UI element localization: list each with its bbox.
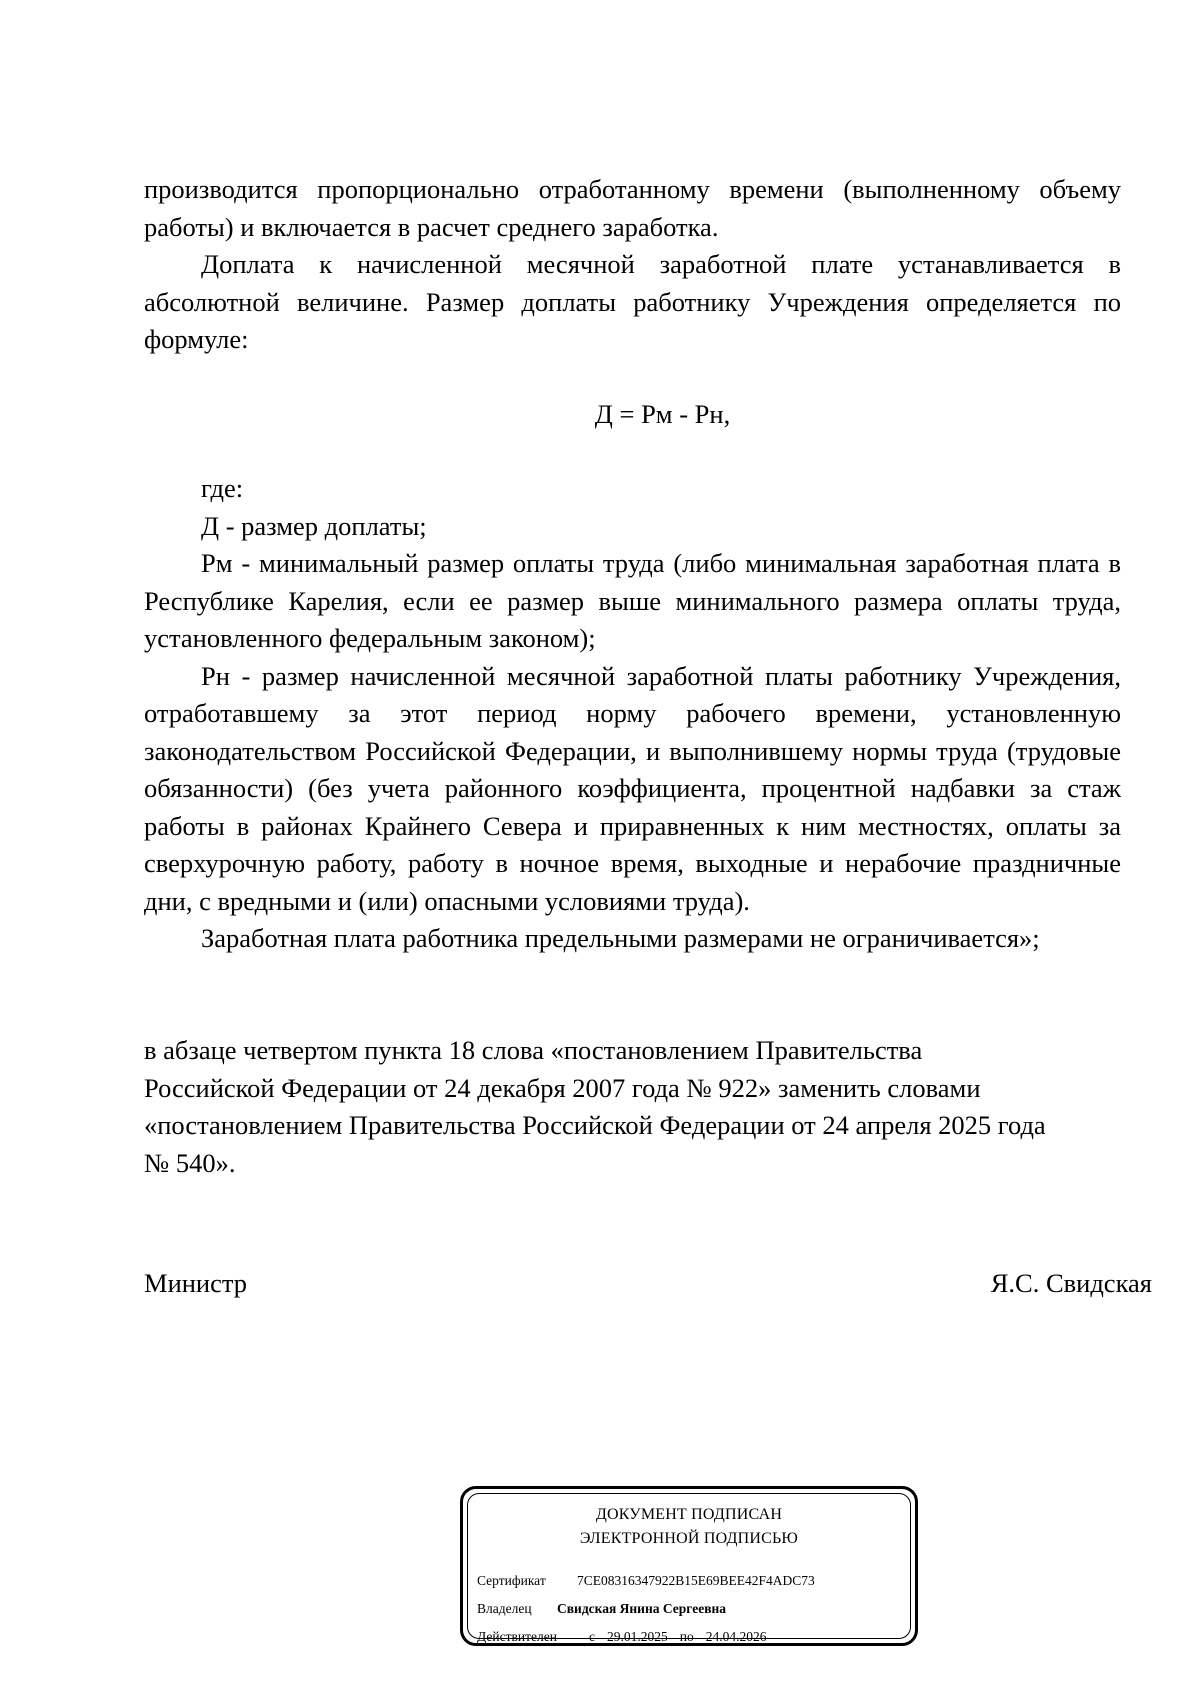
e-signature-stamp	[460, 1486, 918, 1646]
signature-block	[144, 1265, 1152, 1303]
certificate-label: Сертификат	[477, 1573, 546, 1588]
stamp-owner-row	[477, 1600, 726, 1618]
definition-d: Д - размер доплаты;	[201, 510, 427, 541]
valid-from-date: 29.01.2025	[607, 1629, 668, 1644]
stamp-title	[463, 1503, 915, 1551]
valid-from-prefix: с	[589, 1629, 595, 1644]
certificate-value: 7CE08316347922B15E69BEE42F4ADC73	[577, 1573, 815, 1588]
signatory-position: Министр	[144, 1268, 248, 1298]
formula: Д = Рм - Рн,	[594, 398, 731, 429]
stamp-title-line: ДОКУМЕНТ ПОДПИСАН	[595, 1506, 783, 1523]
stamp-title-line: ЭЛЕКТРОННОЙ ПОДПИСЬЮ	[579, 1530, 799, 1547]
paragraph-surcharge: Доплата к начисленной месячной заработной плате устанавливается в абсолютной величине. Размер доплаты работнику Учреждения определяется по формуле:	[144, 249, 1121, 354]
definition-rn: Рн - размер начисленной месячной заработной платы работнику Учреждения, отработавшему за этот период норму рабочего времени, установленную законодательством Российской Федерации, и выполнившему нормы труда (трудовые обязанности) (без учета районного коэффициента, процентной надбавки за стаж работы в районах Крайнего Севера и приравненных к ним местностях, оплаты за сверхурочную работу, работу в ночное время, выходные и нерабочие праздничные дни, с вредными и (или) опасными условиями труда).	[144, 660, 1121, 916]
stamp-validity-row	[477, 1628, 766, 1646]
amendment-line: в абзаце четвертом пункта 18 слова «постановлением Правительства	[144, 1035, 923, 1065]
stamp-certificate-row	[477, 1572, 815, 1590]
owner-label: Владелец	[477, 1601, 532, 1616]
definition-where: где:	[201, 473, 244, 503]
amendment-line: № 540».	[144, 1147, 236, 1178]
paragraph-continuation: производится пропорционально отработанному времени (выполненному объему работы) и включается в расчет среднего заработка.	[144, 174, 1121, 242]
paragraph-salary-limit: Заработная плата работника предельными размерами не ограничивается»;	[201, 923, 1040, 953]
valid-to-date: 24.04.2026	[705, 1629, 767, 1644]
amendment-line: «постановлением Правительства Российской Федерации от 24 апреля 2025 года	[144, 1110, 1046, 1140]
signatory-name: Я.С. Свидская	[990, 1268, 1152, 1298]
valid-to-prefix: по	[679, 1629, 694, 1644]
validity-label: Действителен	[477, 1629, 557, 1644]
body-text	[144, 171, 1121, 958]
owner-value: Свидская Янина Сергеевна	[557, 1601, 727, 1616]
amendment-text	[144, 1032, 1134, 1182]
amendment-line: Российской Федерации от 24 декабря 2007 года № 922» заменить словами	[144, 1072, 981, 1103]
definition-rm: Рм - минимальный размер оплаты труда (либо минимальная заработная плата в Республике Карелия, если ее размер выше минимального размера оплаты труда, установленного федеральным законом);	[144, 548, 1121, 653]
